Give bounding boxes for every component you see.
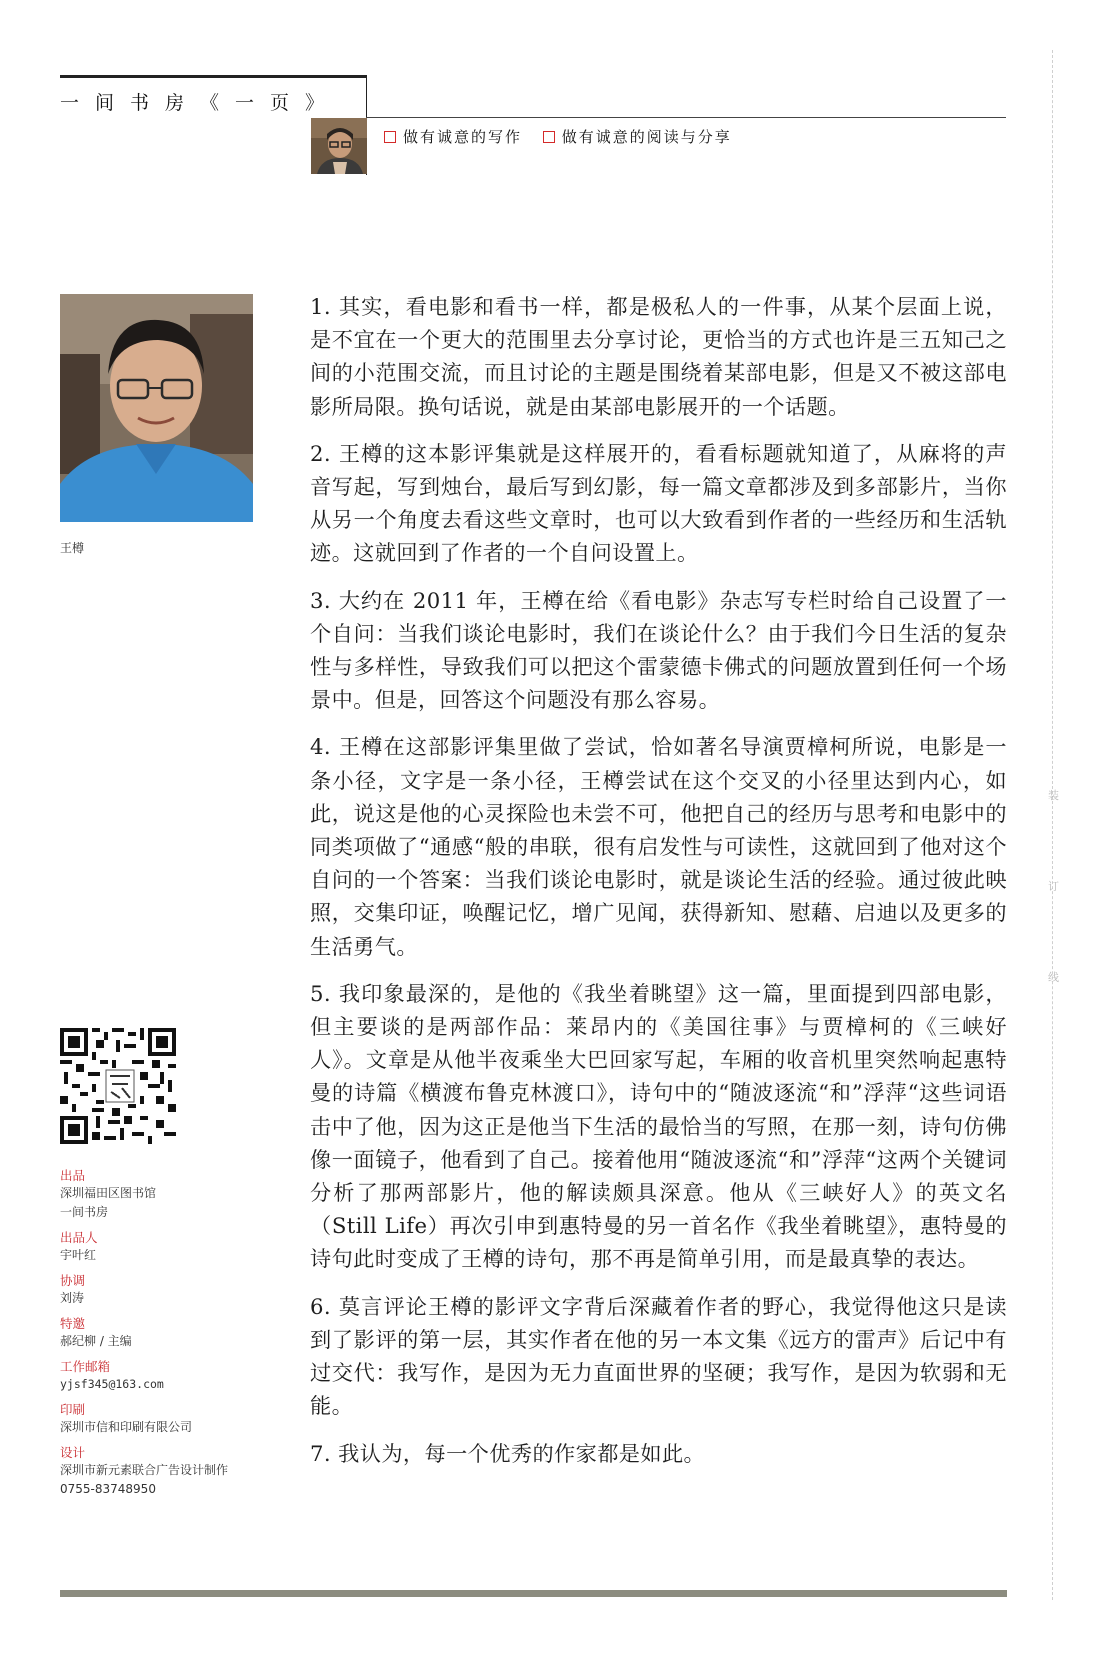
article-body [310,290,1007,1484]
paragraph: 1. 其实，看电影和看书一样，都是极私人的一件事，从某个层面上说，是不宜在一个更大的范围里去分享讨论，更恰当的方式也许是三五知己之间的小范围交流，而且讨论的主题是围绕着某部电影，但是又不被这部电影所局限。换句话说，就是由某部电影展开的一个话题。 [310,294,1007,419]
qr-code [60,1028,176,1144]
credit-label: 出品人 [60,1230,98,1245]
checkbox-square-icon [543,131,555,143]
header-top-rule [60,75,366,78]
header-portrait [311,118,367,174]
slogan-bar [384,126,746,147]
credit-producer [60,1229,290,1265]
credit-value: 深圳福田区图书馆 [60,1186,157,1200]
credit-label: 印刷 [60,1402,86,1417]
page-title: 一间书房《一页》 [60,92,341,114]
credit-label: 协调 [60,1273,86,1288]
credit-label: 设计 [60,1445,86,1460]
credit-value: 深圳市信和印刷有限公司 [60,1420,193,1434]
credit-label: 特邀 [60,1316,86,1331]
binding-mark: 订 [1048,880,1059,893]
credit-design [60,1444,290,1499]
credit-value: 宇叶红 [60,1248,97,1262]
credits-block [60,1167,290,1506]
paragraph: 3. 大约在 2011 年，王樽在给《看电影》杂志写专栏时给自己设置了一个自问：当我们谈论电影时，我们在谈论什么？由于我们今日生活的复杂性与多样性，导致我们可以把这个雷蒙德卡佛式的问题放置到任何一个场景中。但是，回答这个问题没有那么容易。 [310,587,1007,713]
paragraph: 5. 我印象最深的，是他的《我坐着眺望》这一篇，里面提到四部电影，但主要谈的是两部作品：莱昂内的《美国往事》与贾樟柯的《三峡好人》。文章是从他半夜乘坐大巴回家写起，车厢的收音机里突然响起惠特曼的诗篇《横渡布鲁克林渡口》，诗句中的“随波逐流“和”浮萍“这些词语击中了他，因为这正是他当下生活的最恰当的写照，在那一刻，诗句仿佛像一面镜子，他看到了自己。接着他用“随波逐流“和”浮萍“这两个关键词分析了那两部影片，他的解读颇具深意。他从《三峡好人》的英文名（Still Life）再次引申到惠特曼的另一首名作《我坐着眺望》，惠特曼的诗句此时变成了王樽的诗句，那不再是简单引用，而是最真挚的表达。 [310,980,1007,1272]
credit-printer [60,1401,290,1437]
paragraph: 7. 我认为，每一个优秀的作家都是如此。 [310,1440,706,1466]
slogan-text: 做有诚意的阅读与分享 [561,128,732,146]
credit-value: 郝纪柳 / 主编 [60,1334,132,1348]
author-photo [60,294,253,522]
header-rule [366,117,1006,118]
slogan-item [384,126,522,147]
credit-value: 深圳市新元素联合广告设计制作 [60,1463,229,1477]
credit-value: 一间书房 [60,1205,109,1219]
binding-mark: 装 [1048,789,1059,802]
paragraph: 2. 王樽的这本影评集就是这样展开的，看看标题就知道了，从麻将的声音写起，写到烛台，最后写到幻影，每一篇文章都涉及到多部影片，当你从另一个角度去看这些文章时，也可以大致看到作者的一些经历和生活轨迹。这就回到了作者的一个自问设置上。 [310,440,1007,566]
email-address: yjsf345@163.com [60,1377,164,1391]
credit-publisher [60,1167,290,1222]
author-caption: 王樽 [60,541,85,555]
credit-label: 工作邮箱 [60,1359,111,1374]
paragraph: 6. 莫言评论王樽的影评文字背后深藏着作者的野心，我觉得他这只是读到了影评的第一层，其实作者在他的另一本文集《远方的雷声》后记中有过交代：我写作，是因为无力直面世界的坚硬；我写作，是因为软弱和无能。 [310,1293,1007,1419]
slogan-text: 做有诚意的写作 [403,128,523,146]
slogan-item [543,126,732,147]
credit-value: 刘涛 [60,1291,85,1305]
credit-guest-editor [60,1315,290,1351]
credit-label: 出品 [60,1168,86,1183]
binding-dashed-line [1052,50,1053,1600]
credit-coordinator [60,1272,290,1308]
footer-bar [60,1590,1007,1597]
checkbox-square-icon [384,131,396,143]
phone-number: 0755-83748950 [60,1482,156,1496]
binding-mark: 线 [1048,971,1059,984]
paragraph: 4. 王樽在这部影评集里做了尝试，恰如著名导演贾樟柯所说，电影是一条小径，文字是一条小径，王樽尝试在这个交叉的小径里达到内心，如此，说这是他的心灵探险也未尝不可，他把自己的经历与思考和电影中的同类项做了“通感“般的串联，很有启发性与可读性，这就回到了他对这个自问的一个答案：当我们谈论电影时，就是谈论生活的经验。通过彼此映照，交集印证，唤醒记忆，增广见闻，获得新知、慰藉、启迪以及更多的生活勇气。 [310,734,1007,959]
credit-email [60,1358,290,1394]
